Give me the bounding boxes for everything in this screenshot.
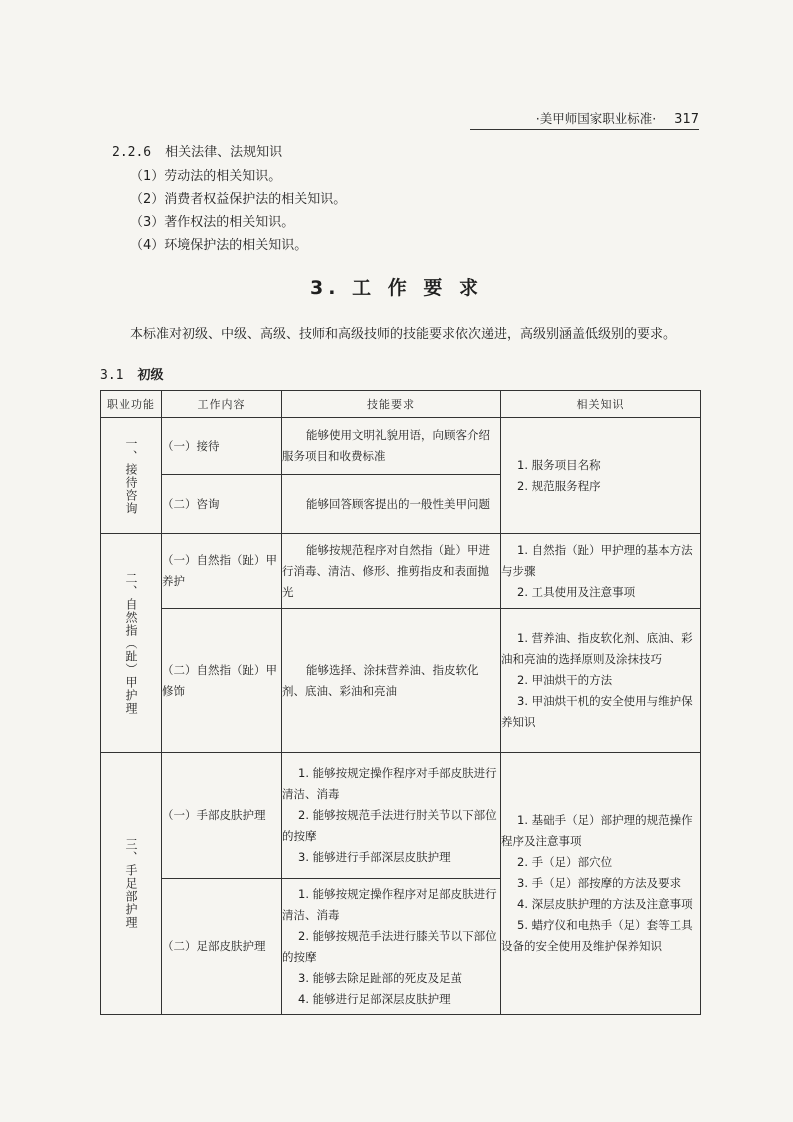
- skill-item: 2. 能够按规范手法进行肘关节以下部位的按摩: [282, 808, 497, 843]
- knowledge-item: 1. 营养油、指皮软化剂、底油、彩油和亮油的选择原则及涂抹技巧: [501, 631, 693, 666]
- table-row: [101, 418, 701, 475]
- section-number: 2.2.6: [112, 145, 152, 160]
- table-header-row: [101, 391, 701, 418]
- skill-item: 3. 能够进行手部深层皮肤护理: [298, 850, 451, 864]
- skill-cell: [282, 753, 501, 879]
- content-cell: （二）足部皮肤护理: [162, 879, 282, 1015]
- header-rule: [470, 129, 699, 130]
- knowledge-item: 4. 深层皮肤护理的方法及注意事项: [517, 897, 693, 911]
- header-content: 工作内容: [162, 391, 282, 418]
- list-item: （2）消费者权益保护法的相关知识。: [130, 192, 347, 207]
- knowledge-item: 2. 手（足）部穴位: [517, 855, 613, 869]
- skill-item: 4. 能够进行足部深层皮肤护理: [298, 991, 451, 1006]
- knowledge-item: 1. 自然指（趾）甲护理的基本方法与步骤: [501, 542, 693, 578]
- knowledge-item: 3. 手（足）部按摩的方法及要求: [517, 876, 682, 890]
- knowledge-cell: [501, 534, 701, 609]
- section-2-2-6-heading: [112, 143, 282, 163]
- knowledge-item: 2. 规范服务程序: [517, 478, 601, 493]
- skill-cell: [282, 879, 501, 1015]
- subsection-3-1-heading: [100, 366, 164, 386]
- table-row: [101, 534, 701, 609]
- running-header: [477, 109, 699, 129]
- skill-item: 3. 能够去除足趾部的死皮及足茧: [298, 970, 463, 985]
- content-cell: （二）自然指（趾）甲修饰: [162, 609, 282, 753]
- skill-item: 1. 能够按规定操作程序对手部皮肤进行清洁、消毒: [282, 766, 497, 801]
- header-knowledge: 相关知识: [501, 391, 701, 418]
- content-cell: （一）手部皮肤护理: [162, 753, 282, 879]
- section-3-title: 3. 工 作 要 求: [310, 277, 483, 299]
- skill-cell: 能够按规范程序对自然指（趾）甲进行消毒、清洁、修形、推剪指皮和表面抛光: [282, 534, 501, 609]
- knowledge-cell: [501, 609, 701, 753]
- knowledge-item: 1. 服务项目名称: [517, 457, 601, 472]
- list-item: （3）著作权法的相关知识。: [130, 215, 295, 230]
- knowledge-item: 1. 基础手（足）部护理的规范操作程序及注意事项: [501, 813, 693, 848]
- skill-cell: 能够使用文明礼貌用语，向顾客介绍服务项目和收费标准: [282, 418, 501, 475]
- knowledge-item: 3. 甲油烘干机的安全使用与维护保养知识: [501, 694, 693, 729]
- skill-cell: 能够选择、涂抹营养油、指皮软化剂、底油、彩油和亮油: [282, 609, 501, 753]
- law-knowledge-list: [130, 165, 346, 257]
- function-label: 一、接待咨询: [124, 436, 138, 515]
- requirements-table: [100, 390, 701, 1015]
- skill-item: 2. 能够按规范手法进行膝关节以下部位的按摩: [282, 928, 497, 964]
- function-label: 二、自然指（趾）甲护理: [124, 571, 138, 715]
- header-skills: 技能要求: [282, 391, 501, 418]
- knowledge-item: 2. 工具使用及注意事项: [517, 584, 636, 599]
- knowledge-item: 2. 甲油烘干的方法: [517, 673, 613, 687]
- subsection-number: 3.1: [100, 368, 124, 383]
- content-cell: （一）自然指（趾）甲养护: [162, 534, 282, 609]
- skill-cell: 能够回答顾客提出的一般性美甲问题: [282, 475, 501, 534]
- subsection-title: 初级: [137, 368, 164, 383]
- skill-item: 1. 能够按规定操作程序对足部皮肤进行清洁、消毒: [282, 886, 497, 922]
- intro-paragraph: 本标准对初级、中级、高级、技师和高级技师的技能要求依次递进，高级别涵盖低级别的要求。: [130, 327, 677, 342]
- list-item: （1）劳动法的相关知识。: [130, 169, 282, 184]
- table-row: [101, 609, 701, 753]
- function-cell: [101, 753, 162, 1015]
- list-item: （4）环境保护法的相关知识。: [130, 238, 308, 253]
- function-cell: [101, 534, 162, 753]
- content-cell: （二）咨询: [162, 475, 282, 534]
- knowledge-cell: [501, 418, 701, 534]
- table-row: [101, 753, 701, 879]
- knowledge-item: 5. 蜡疗仪和电热手（足）套等工具设备的安全使用及维护保养知识: [501, 918, 693, 953]
- page-number: 317: [674, 112, 699, 127]
- function-label: 三、手足部护理: [124, 838, 138, 929]
- header-function: 职业功能: [101, 391, 162, 418]
- function-cell: [101, 418, 162, 534]
- knowledge-cell: [501, 753, 701, 1015]
- running-header-title: ·美甲师国家职业标准·: [535, 111, 657, 126]
- section-title: 相关法律、法规知识: [165, 145, 283, 160]
- content-cell: （一）接待: [162, 418, 282, 475]
